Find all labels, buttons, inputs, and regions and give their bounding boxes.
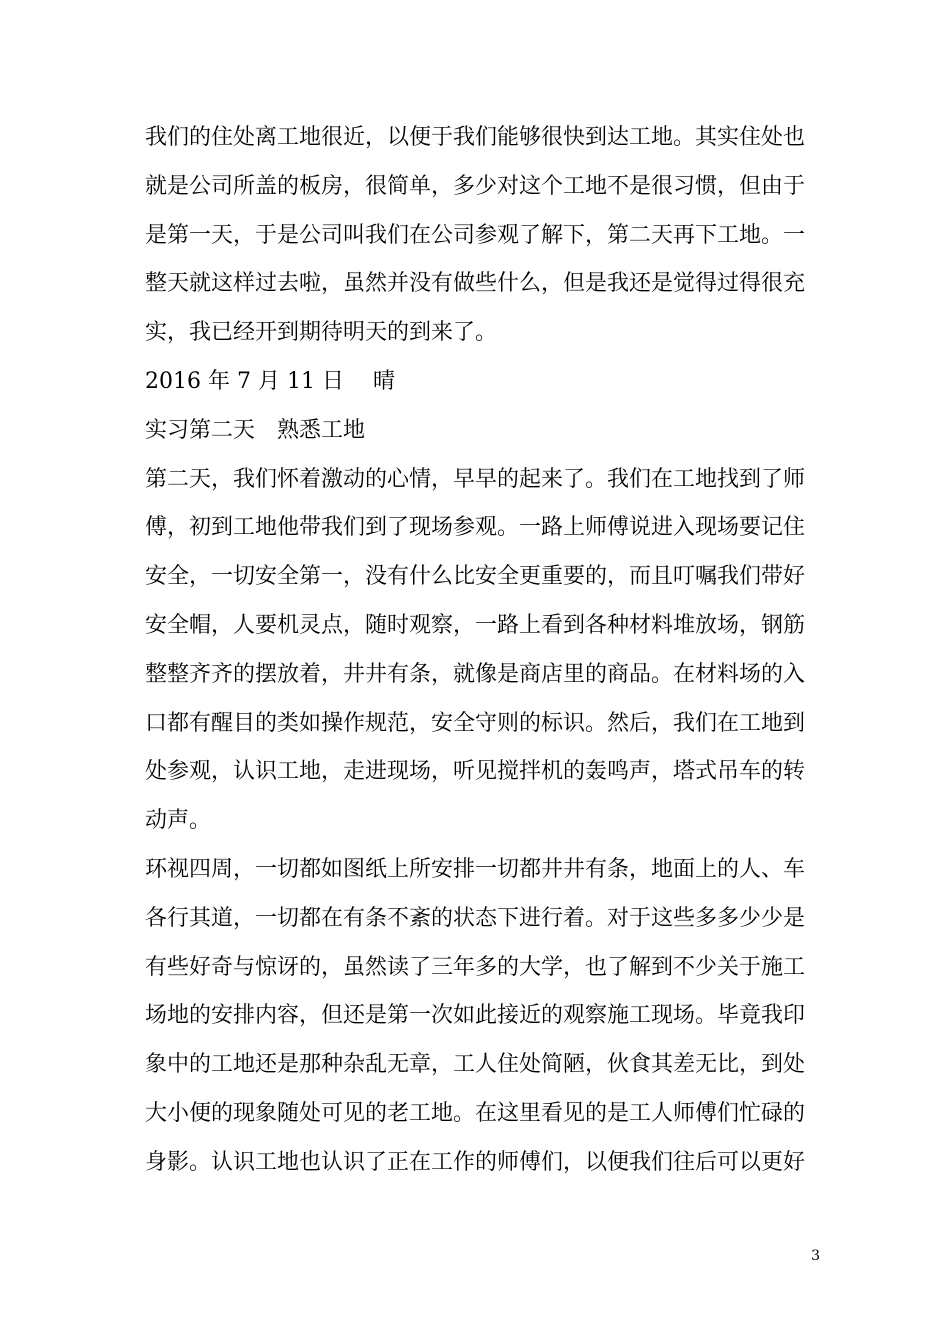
text-line: 安全帽，人要机灵点，随时观察，一路上看到各种材料堆放场，钢筋 [145, 612, 806, 638]
text-line: 身影。认识工地也认识了正在工作的师傅们，以便我们往后可以更好 [145, 1149, 806, 1175]
text-line: 安全，一切安全第一，没有什么比安全更重要的，而且叮嘱我们带好 [145, 564, 806, 590]
text-line: 各行其道，一切都在有条不紊的状态下进行着。对于这些多多少少是 [145, 905, 806, 931]
diary-date-line: 2016 年 7 月 11 日 晴 [145, 368, 395, 394]
text-line: 有些好奇与惊讶的，虽然读了三年多的大学，也了解到不少关于施工 [145, 954, 806, 980]
section-heading: 实习第二天 熟悉工地 [145, 417, 366, 443]
text-line: 环视四周，一切都如图纸上所安排一切都井井有条，地面上的人、车 [145, 856, 806, 882]
text-line: 第二天，我们怀着激动的心情，早早的起来了。我们在工地找到了师 [145, 466, 806, 492]
text-line: 是第一天，于是公司叫我们在公司参观了解下，第二天再下工地。一 [145, 222, 806, 248]
text-line: 口都有醒目的类如操作规范，安全守则的标识。然后，我们在工地到 [145, 710, 806, 736]
text-line: 整整齐齐的摆放着，井井有条，就像是商店里的商品。在材料场的入 [145, 661, 806, 687]
text-line: 大小便的现象随处可见的老工地。在这里看见的是工人师傅们忙碌的 [145, 1100, 806, 1126]
text-line: 场地的安排内容，但还是第一次如此接近的观察施工现场。毕竟我印 [145, 1003, 806, 1029]
text-line: 我们的住处离工地很近，以便于我们能够很快到达工地。其实住处也 [145, 125, 806, 150]
text-line: 就是公司所盖的板房，很简单，多少对这个工地不是很习惯，但由于 [145, 173, 806, 199]
text-line: 处参观，认识工地，走进现场，听见搅拌机的轰鸣声，塔式吊车的转 [145, 759, 806, 785]
page-number: 3 [811, 1248, 820, 1264]
body-text [145, 114, 810, 1188]
text-line: 实，我已经开到期待明天的到来了。 [145, 320, 498, 346]
text-line: 象中的工地还是那种杂乱无章，工人住处简陋，伙食其差无比，到处 [145, 1052, 806, 1078]
text-line: 动声。 [145, 808, 212, 834]
text-line: 整天就这样过去啦，虽然并没有做些什么，但是我还是觉得过得很充 [145, 271, 806, 297]
text-line: 傅，初到工地他带我们到了现场参观。一路上师傅说进入现场要记住 [145, 515, 806, 541]
